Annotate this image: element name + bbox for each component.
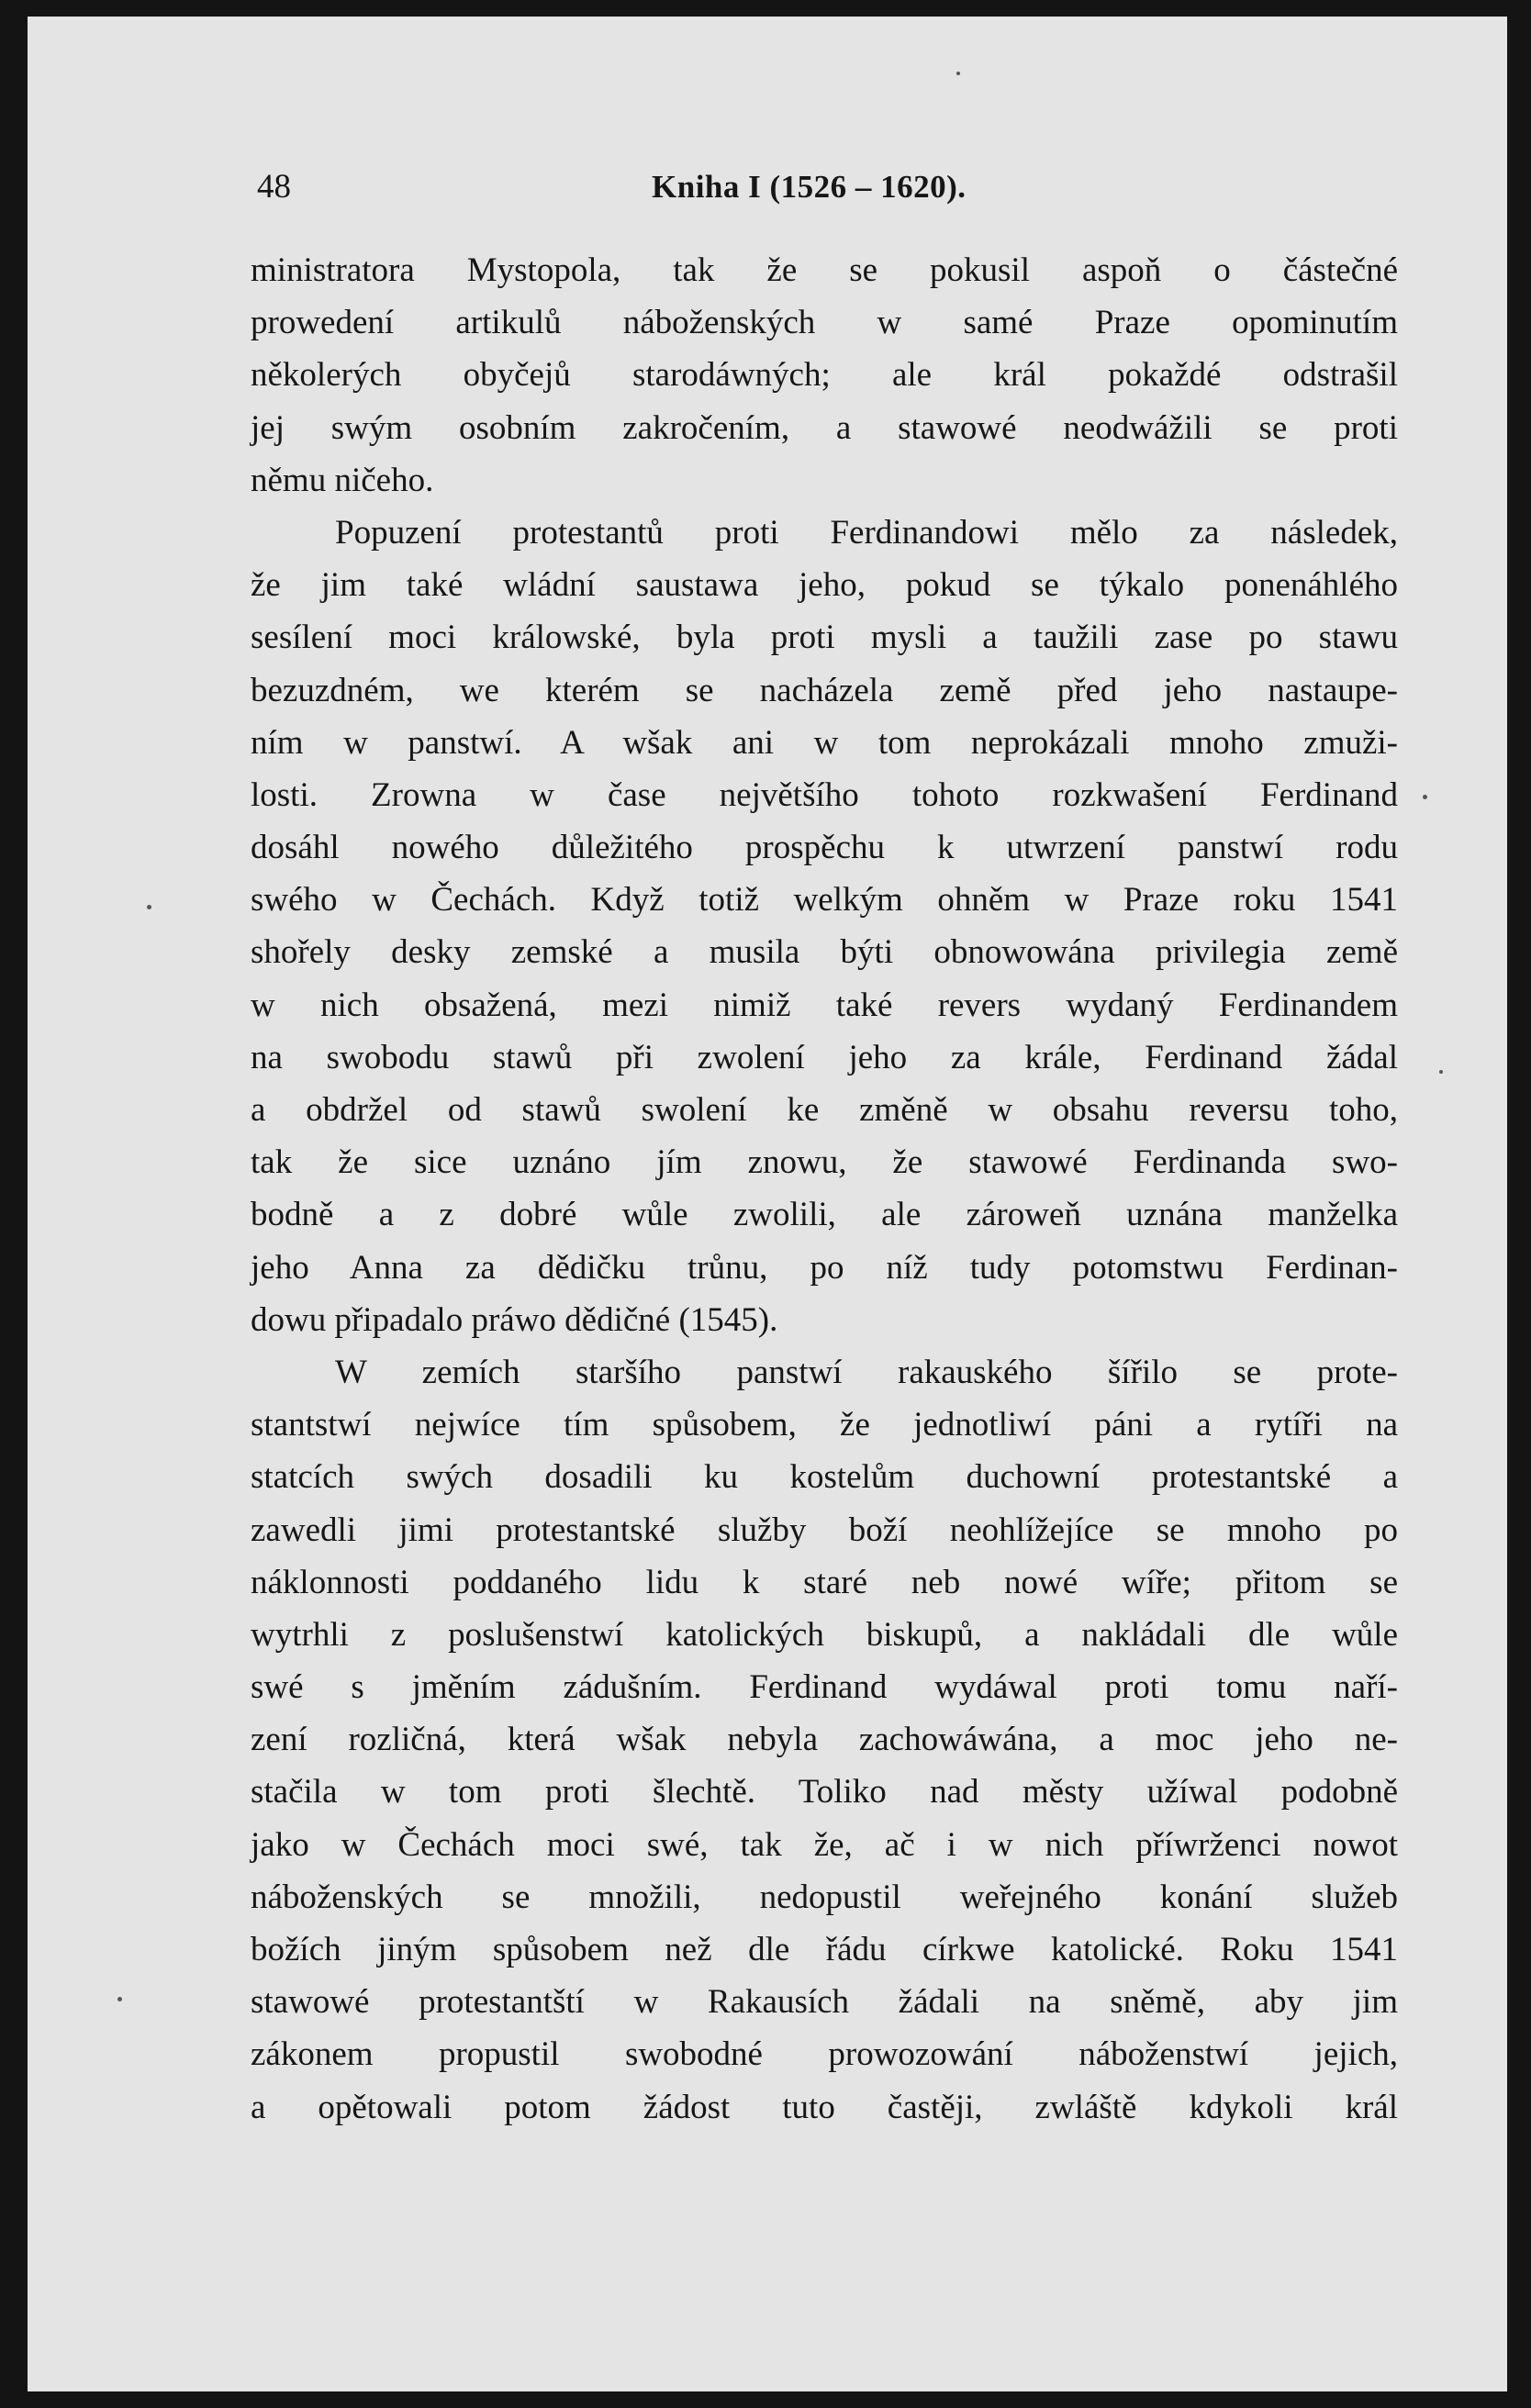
text-line: náklonnosti poddaného lidu k staré neb nowé wíře; přitom se bbox=[251, 1563, 1398, 1601]
paragraph-2 bbox=[251, 507, 1398, 1346]
running-head: Kniha I (1526 – 1620). bbox=[652, 169, 967, 205]
text-line: bezuzdném, we kterém se nacházela země před jeho nastaupe- bbox=[251, 671, 1398, 709]
text-line: a opětowali potom žádost tuto častěji, zwláště kdykoli král bbox=[251, 2088, 1398, 2126]
text-line: swého w Čechách. Když totiž welkým ohněm w Praze roku 1541 bbox=[251, 881, 1398, 920]
text-line: bodně a z dobré wůle zwolili, ale zároweň uznána manželka bbox=[251, 1196, 1398, 1234]
text-line: w nich obsažená, mezi nimiž také revers wydaný Ferdinandem bbox=[251, 986, 1398, 1024]
text-line: prowedení artikulů náboženských w samé Praze opominutím bbox=[251, 304, 1398, 342]
text-line: zawedli jimi protestantské služby boží neohlížejíce se mnoho po bbox=[251, 1511, 1398, 1549]
text-line: božích jiným spůsobem než dle řádu církwe katolické. Roku 1541 bbox=[251, 1931, 1398, 1968]
text-line: jako w Čechách moci swé, tak že, ač i w nich příwrženci nowot bbox=[251, 1825, 1398, 1864]
book-page bbox=[28, 17, 1507, 2391]
scan-speck bbox=[956, 72, 960, 75]
text-line: Popuzení protestantů proti Ferdinandowi mělo za následek, bbox=[335, 513, 1398, 552]
text-line: několerých obyčejů starodáwných; ale král pokaždé odstrašil bbox=[251, 356, 1398, 395]
text-line: stantstwí nejwíce tím spůsobem, že jednotliwí páni a rytíři na bbox=[251, 1406, 1398, 1444]
page-header bbox=[28, 160, 1507, 215]
text-line: sesílení moci králowské, byla proti mysli a taužili zase po stawu bbox=[251, 619, 1398, 657]
text-line: swé s jměním zádušním. Ferdinand wydáwal proti tomu naří- bbox=[251, 1668, 1398, 1707]
text-line: zení rozličná, která wšak nebyla zachowáwána, a moc jeho ne- bbox=[251, 1721, 1398, 1759]
text-line: statcích swých dosadili ku kostelům duchowní protestantské a bbox=[251, 1458, 1398, 1497]
page-number: 48 bbox=[257, 168, 291, 206]
text-line: jeho Anna za dědičku trůnu, po níž tudy potomstwu Ferdinan- bbox=[251, 1248, 1398, 1287]
text-line: dowu připadalo práwo dědičné (1545). bbox=[251, 1300, 778, 1339]
text-line: a obdržel od stawů swolení ke změně w obsahu reversu toho, bbox=[251, 1091, 1398, 1129]
text-line: losti. Zrowna w čase největšího tohoto rozkwašení Ferdinand bbox=[251, 775, 1398, 814]
text-line: stačila w tom proti šlechtě. Toliko nad městy užíwal podobně bbox=[251, 1773, 1398, 1812]
text-line: na swobodu stawů při zwolení jeho za krále, Ferdinand žádal bbox=[251, 1038, 1398, 1076]
body-text bbox=[251, 244, 1398, 2134]
text-line: ním w panstwí. A wšak ani w tom neprokázali mnoho zmuži- bbox=[251, 723, 1398, 762]
scan-speck bbox=[147, 905, 151, 909]
text-line: W zemích staršího panstwí rakauského šířilo se prote- bbox=[335, 1353, 1398, 1391]
text-line: že jim také wládní saustawa jeho, pokud se týkalo ponenáhlého bbox=[251, 566, 1398, 605]
text-line: wytrhli z poslušenstwí katolických biskupů, a nakládali dle wůle bbox=[251, 1615, 1398, 1654]
text-line: dosáhl nowého důležitého prospěchu k utwrzení panstwí rodu bbox=[251, 829, 1398, 867]
scan-speck bbox=[1439, 1070, 1443, 1074]
text-line: shořely desky zemské a musila býti obnowowána privilegia země bbox=[251, 933, 1398, 972]
text-line: ministratora Mystopola, tak že se pokusil aspoň o částečné bbox=[251, 251, 1398, 289]
text-line: jej swým osobním zakročením, a stawowé neodwážili se proti bbox=[251, 408, 1398, 447]
text-line: stawowé protestantští w Rakausích žádali na sněmě, aby jim bbox=[251, 1983, 1398, 2022]
scan-speck bbox=[1423, 795, 1427, 799]
text-line: zákonem propustil swobodné prowozowání náboženstwí jejich, bbox=[251, 2035, 1398, 2074]
scan-speck bbox=[117, 1997, 122, 2001]
text-line: tak že sice uznáno jím znowu, že stawowé Ferdinanda swo- bbox=[251, 1143, 1398, 1182]
text-line: náboženských se množili, nedopustil weřejného konání služeb bbox=[251, 1878, 1398, 1916]
paragraph-1 bbox=[251, 244, 1398, 507]
text-line: němu ničeho. bbox=[251, 461, 434, 499]
paragraph-3 bbox=[251, 1346, 1398, 2134]
